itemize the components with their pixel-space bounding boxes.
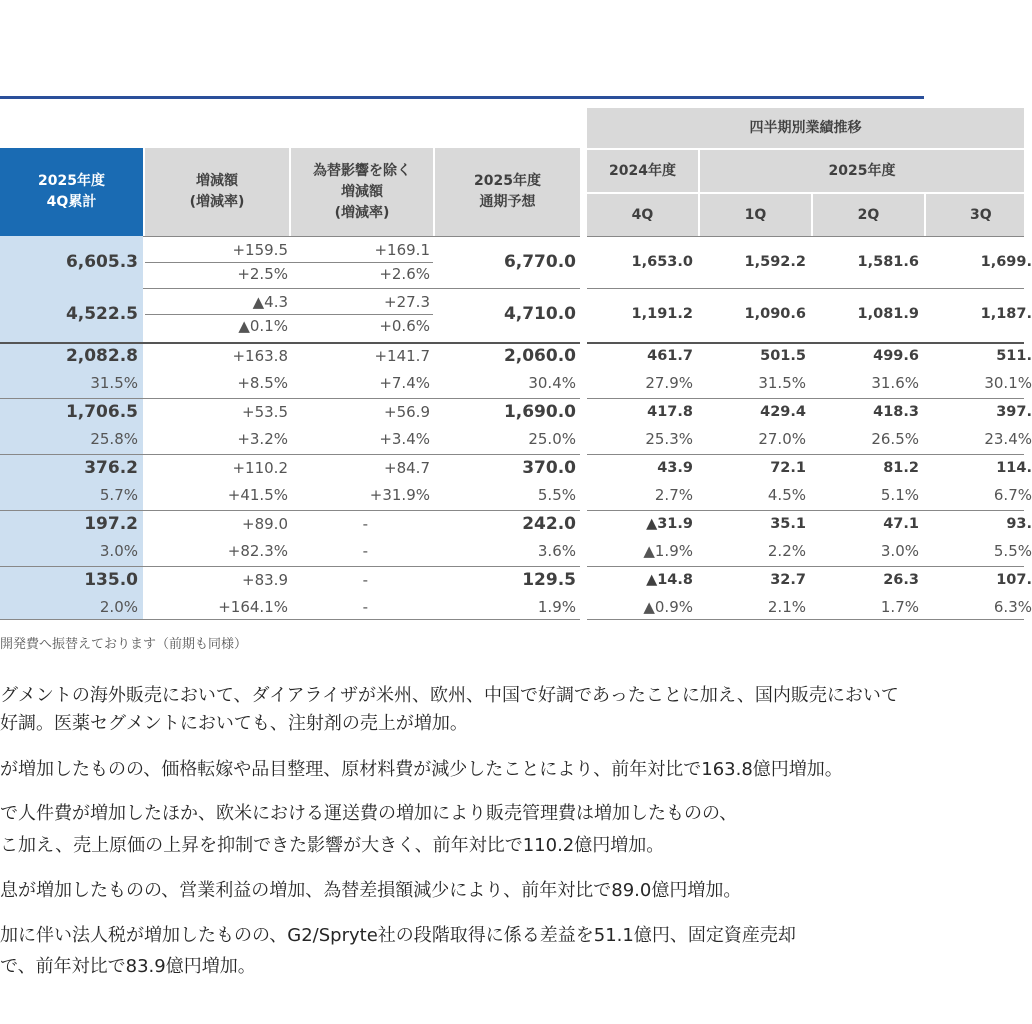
row-quarter-rate: 31.5% [758,374,806,392]
header-change: 増減額 (増減率) [145,148,289,236]
row-forecast-value: 2,060.0 [503,346,576,366]
row-quarter-rate: 6.7% [993,486,1032,504]
row-quarter-value: 35.1 [770,516,806,532]
row-divider-quarterly [587,454,1024,455]
row-change-rate: +164.1% [218,598,288,616]
row-quarter-rate: 23.4% [984,430,1032,448]
row-quarter-rate: 2.1% [767,598,806,616]
row-cumulative-value: 4,522.5 [65,304,138,324]
row-change-rate: +41.5% [227,486,288,504]
row-fx-rate: +31.9% [369,486,430,504]
row-forecast-value: 4,710.0 [503,304,576,324]
row-fx-rate: - [362,542,368,560]
header-q-2025-1q: 1Q [700,194,811,236]
row-quarter-rate: 2.2% [767,542,806,560]
row-inner-divider [145,262,433,263]
row-quarter-value: 93. [1006,516,1032,532]
row-quarter-value: 1,191.2 [631,306,693,322]
row-change-rate: +8.5% [237,374,288,392]
row-divider-quarterly [587,236,1024,237]
row-change-rate: +82.3% [227,542,288,560]
row-divider [0,566,580,567]
row-inner-divider [145,314,433,315]
row-fx-rate: +0.6% [379,317,430,335]
row-fx-value: +84.7 [384,459,430,477]
row-divider-quarterly [587,398,1024,399]
row-divider [143,288,580,289]
row-divider [0,342,580,344]
row-quarter-rate: 27.9% [645,374,693,392]
header-2025-forecast: 2025年度 通期予想 [435,148,580,236]
row-change-rate: ▲0.1% [238,317,288,335]
row-divider [0,510,580,511]
row-quarter-value: 47.1 [883,516,919,532]
header-q-2024-4q: 4Q [587,194,698,236]
row-quarter-rate: 31.6% [871,374,919,392]
header-fy2025: 2025年度 [700,150,1024,192]
row-quarter-value: 1,081.9 [857,306,919,322]
row-quarter-value: 1,581.6 [857,254,919,270]
row-quarter-value: 1,090.6 [744,306,806,322]
row-fx-value: +56.9 [384,403,430,421]
row-forecast-rate: 1.9% [537,598,576,616]
footnote: 開発費へ振替えております（前期も同様） [0,637,248,652]
row-cumulative-value: 6,605.3 [65,252,138,272]
row-divider [143,236,580,237]
row-quarter-value: 429.4 [760,404,806,420]
row-change-value: +110.2 [232,459,288,477]
row-quarter-value: ▲31.9 [646,516,693,532]
row-quarter-value: ▲14.8 [646,572,693,588]
header-quarterly-trend: 四半期別業績推移 [587,108,1024,148]
table-bottom-border [0,619,580,620]
row-change-rate: +3.2% [237,430,288,448]
row-quarter-value: 501.5 [760,348,806,364]
row-forecast-value: 6,770.0 [503,252,576,272]
row-fx-rate: +3.4% [379,430,430,448]
row-divider-quarterly [587,342,1024,344]
row-quarter-rate: 6.3% [993,598,1032,616]
row-quarter-value: 1,653.0 [631,254,693,270]
paragraph-line-1: グメントの海外販売において、ダイアライザが米州、欧州、中国で好調であったことに加え、国内販売において [0,685,899,706]
row-quarter-value: 26.3 [883,572,919,588]
row-quarter-value: 72.1 [770,460,806,476]
row-forecast-value: 1,690.0 [503,402,576,422]
row-quarter-value: 418.3 [873,404,919,420]
header-q-2025-3q: 3Q [926,194,1024,236]
row-fx-value: - [362,515,368,533]
row-quarter-rate: 3.0% [880,542,919,560]
paragraph-line-7: 加に伴い法人税が増加したものの、G2/Spryte社の段階取得に係る差益を51.1億円、固定資産売却 [0,925,796,946]
row-quarter-value: 397. [996,404,1032,420]
row-change-value: +89.0 [242,515,288,533]
row-change-value: +159.5 [232,241,288,259]
row-fx-value: +27.3 [384,293,430,311]
row-cumulative-value: 376.2 [84,458,138,478]
top-accent-line [0,96,924,99]
row-change-value: ▲4.3 [252,293,288,311]
row-cumulative-rate: 5.7% [99,486,138,504]
row-cumulative-value: 1,706.5 [65,402,138,422]
row-change-value: +53.5 [242,403,288,421]
row-cumulative-value: 197.2 [84,514,138,534]
row-divider-quarterly [587,288,1024,289]
row-divider-quarterly [587,566,1024,567]
paragraph-line-6: 息が増加したものの、営業利益の増加、為替差損額減少により、前年対比で89.0億円増加。 [0,880,742,901]
paragraph-line-5: こ加え、売上原価の上昇を抑制できた影響が大きく、前年対比で110.2億円増加。 [0,835,665,856]
row-quarter-value: 1,699. [980,254,1032,270]
row-change-rate: +2.5% [237,265,288,283]
row-quarter-value: 32.7 [770,572,806,588]
row-fx-value: - [362,571,368,589]
header-2025-4q-cumulative: 2025年度 4Q累計 [0,148,143,236]
paragraph-line-3: が増加したものの、価格転嫁や品目整理、原材料費が減少したことにより、前年対比で163.8億円増加。 [0,759,843,780]
row-fx-value: +169.1 [374,241,430,259]
header-fx-excluded-change: 為替影響を除く 増減額 (増減率) [291,148,433,236]
row-quarter-value: 114. [996,460,1032,476]
row-fx-rate: - [362,598,368,616]
row-quarter-rate: ▲0.9% [643,598,693,616]
row-cumulative-value: 2,082.8 [65,346,138,366]
row-quarter-value: 107. [996,572,1032,588]
row-forecast-rate: 30.4% [528,374,576,392]
row-fx-rate: +2.6% [379,265,430,283]
row-cumulative-rate: 2.0% [99,598,138,616]
row-quarter-value: 417.8 [647,404,693,420]
row-quarter-rate: 25.3% [645,430,693,448]
row-fx-value: +141.7 [374,347,430,365]
row-divider [0,454,580,455]
row-quarter-rate: 1.7% [880,598,919,616]
row-divider [0,398,580,399]
row-quarter-rate: 26.5% [871,430,919,448]
row-quarter-rate: 5.1% [880,486,919,504]
row-quarter-value: 499.6 [873,348,919,364]
row-cumulative-rate: 3.0% [99,542,138,560]
row-cumulative-value: 135.0 [84,570,138,590]
row-cumulative-rate: 31.5% [90,374,138,392]
header-fy2024: 2024年度 [587,150,698,192]
row-divider-quarterly [587,510,1024,511]
row-change-value: +163.8 [232,347,288,365]
row-quarter-value: 461.7 [647,348,693,364]
row-forecast-rate: 3.6% [537,542,576,560]
row-quarter-rate: 27.0% [758,430,806,448]
row-quarter-value: 81.2 [883,460,919,476]
row-quarter-rate: 2.7% [654,486,693,504]
row-quarter-value: 511. [996,348,1032,364]
paragraph-line-8: で、前年対比で83.9億円増加。 [0,956,256,977]
row-forecast-value: 129.5 [522,570,576,590]
row-quarter-value: 43.9 [657,460,693,476]
row-quarter-rate: ▲1.9% [643,542,693,560]
row-forecast-value: 242.0 [522,514,576,534]
row-forecast-value: 370.0 [522,458,576,478]
paragraph-line-2: 好調。医薬セグメントにおいても、注射剤の売上が増加。 [0,713,468,734]
row-fx-rate: +7.4% [379,374,430,392]
row-quarter-rate: 4.5% [767,486,806,504]
row-change-value: +83.9 [242,571,288,589]
row-forecast-rate: 25.0% [528,430,576,448]
row-forecast-rate: 5.5% [537,486,576,504]
table-bottom-border-quarterly [587,619,1024,620]
row-quarter-rate: 30.1% [984,374,1032,392]
paragraph-line-4: で人件費が増加したほか、欧米における運送費の増加により販売管理費は増加したものの、 [0,803,738,824]
row-cumulative-rate: 25.8% [90,430,138,448]
row-quarter-value: 1,592.2 [744,254,806,270]
row-quarter-value: 1,187. [980,306,1032,322]
header-q-2025-2q: 2Q [813,194,924,236]
row-quarter-rate: 5.5% [993,542,1032,560]
